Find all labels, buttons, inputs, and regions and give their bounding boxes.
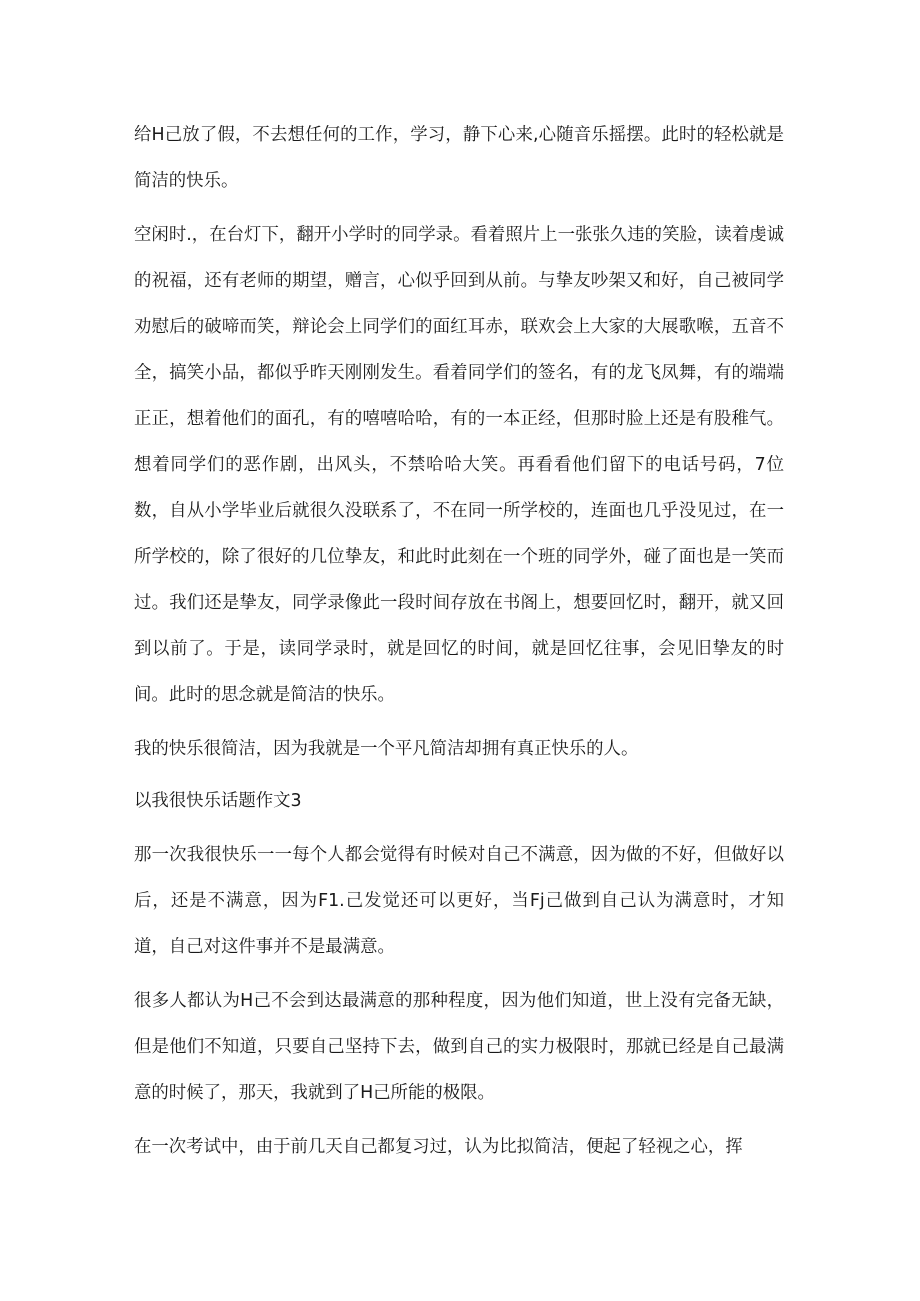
paragraph-1: 给H己放了假，不去想任何的工作，学习，静下心来,心随音乐摇摆。此时的轻松就是简洁的快乐。 [134,125,784,191]
section-heading: 以我很快乐话题作文3 [134,791,302,811]
paragraph-3: 我的快乐很简洁，因为我就是一个平凡简洁却拥有真正快乐的人。 [134,739,639,759]
paragraph-5: 很多人都认为H己不会到达最满意的那种程度，因为他们知道，世上没有完备无缺，但是他们不知道，只要自己坚持下去，做到自己的实力极限时，那就已经是自己最满意的时候了，那天，我就到了H己所能的极限。 [134,991,784,1103]
paragraph-6: 在一次考试中，由于前几天自己都复习过，认为比拟简洁，便起了轻视之心，挥 [134,1137,743,1157]
document-body [134,112,784,1178]
paragraph-4: 那一次我很快乐一一每个人都会觉得有时候对自己不满意，因为做的不好，但做好以后，还是不满意，因为F1.己发觉还可以更好，当Fj己做到自己认为满意时，才知道，自己对这件事并不是最满意。 [134,845,784,957]
paragraph-2: 空闲时.，在台灯下，翻开小学时的同学录。看着照片上一张张久违的笑脸，读着虔诚的祝福，还有老师的期望，赠言，心似乎回到从前。与挚友吵架又和好，自己被同学劝慰后的破啼而笑，辩论会上同学们的面红耳赤，联欢会上大家的大展歌喉，五音不全，搞笑小品，都似乎昨天刚刚发生。看着同学们的签名，有的龙飞凤舞，有的端端正正，想着他们的面孔，有的嘻嘻哈哈，有的一本正经，但那时脸上还是有股稚气。想着同学们的恶作剧，出风头，不禁哈哈大笑。再看看他们留下的电话号码，7位数，自从小学毕业后就很久没联系了，不在同一所学校的，连面也几乎没见过，在一所学校的，除了很好的几位挚友，和此时此刻在一个班的同学外，碰了面也是一笑而过。我们还是挚友，同学录像此一段时间存放在书阁上，想要回忆时，翻开，就又回到以前了。于是，读同学录时，就是回忆的时间，就是回忆往事，会见旧挚友的时间。此时的思念就是简洁的快乐。 [134,225,784,705]
